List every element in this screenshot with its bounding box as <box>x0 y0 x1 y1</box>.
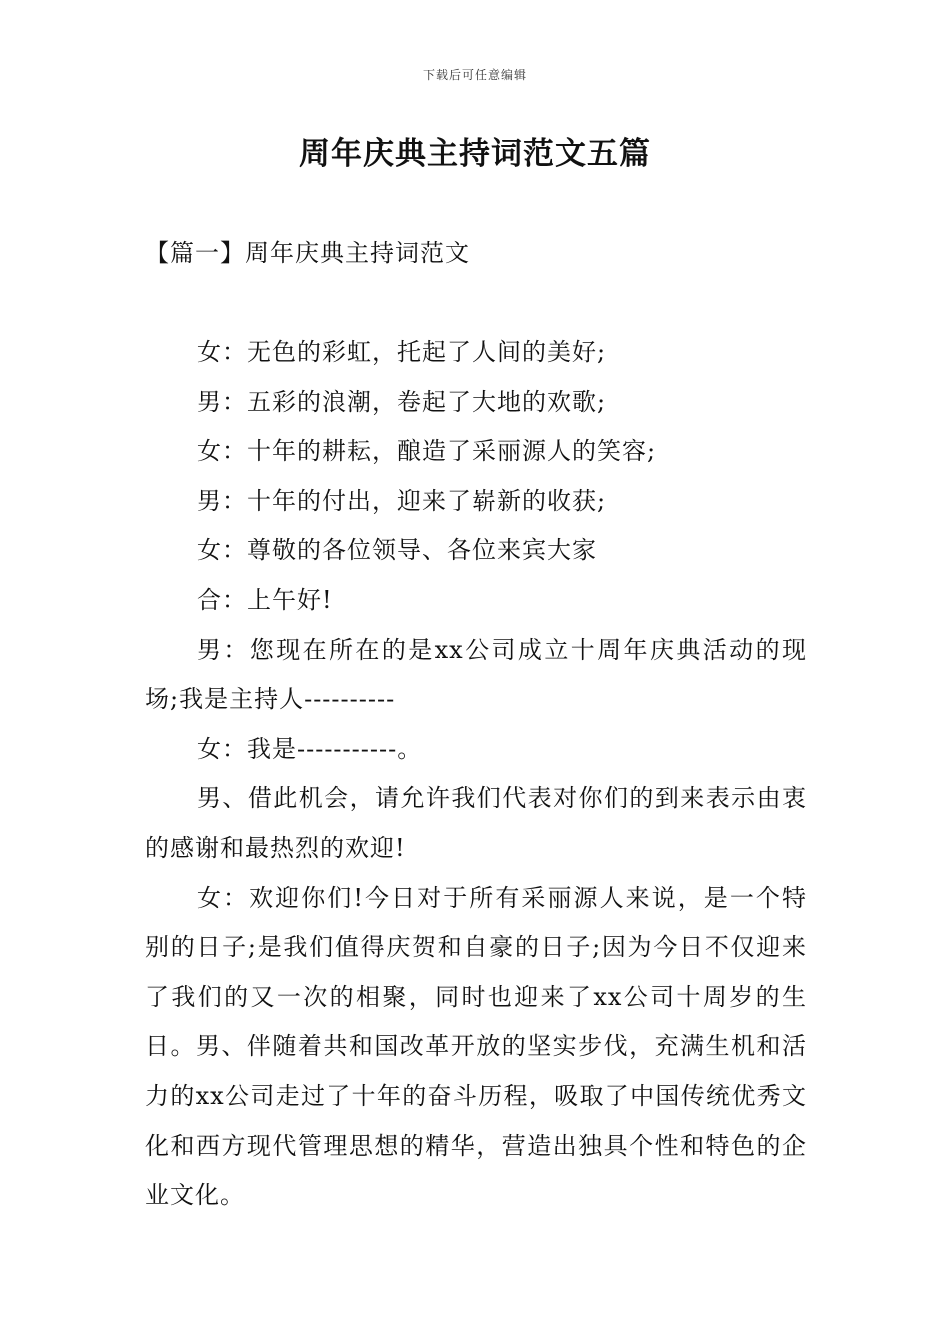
section-heading: 【篇一】周年庆典主持词范文 <box>145 239 470 267</box>
paragraph-2: 男：五彩的浪潮，卷起了大地的欢歌; <box>197 387 607 416</box>
paragraph-7: 男：您现在所在的是xx公司成立十周年庆典活动的现场;我是主持人---------- <box>145 635 807 714</box>
body-text <box>145 328 807 1221</box>
paragraph-3: 女：十年的耕耘，酿造了采丽源人的笑容; <box>197 437 657 466</box>
document-title: 周年庆典主持词范文五篇 <box>299 136 651 172</box>
paragraph-1: 女：无色的彩虹，托起了人间的美好; <box>197 338 607 366</box>
paragraph-10: 女：欢迎你们!今日对于所有采丽源人来说，是一个特别的日子;是我们值得庆贺和自豪的日子;因为今日不仅迎来了我们的又一次的相聚，同时也迎来了xx公司十周岁的生日。男、伴随着共和国改革开放的坚实步伐，充满生机和活力的xx公司走过了十年的奋斗历程，吸取了中国传统优秀文化和西方现代管理思想的精华，营造出独具个性和特色的企业文化。 <box>145 883 807 1210</box>
paragraph-9: 男、借此机会，请允许我们代表对你们的到来表示由衷的感谢和最热烈的欢迎! <box>145 784 807 862</box>
header-note: 下载后可任意编辑 <box>422 68 527 82</box>
paragraph-5: 女：尊敬的各位领导、各位来宾大家 <box>197 536 597 565</box>
paragraph-8: 女：我是-----------。 <box>197 734 423 763</box>
paragraph-6: 合：上午好! <box>197 585 333 614</box>
paragraph-4: 男：十年的付出，迎来了崭新的收获; <box>197 486 607 515</box>
